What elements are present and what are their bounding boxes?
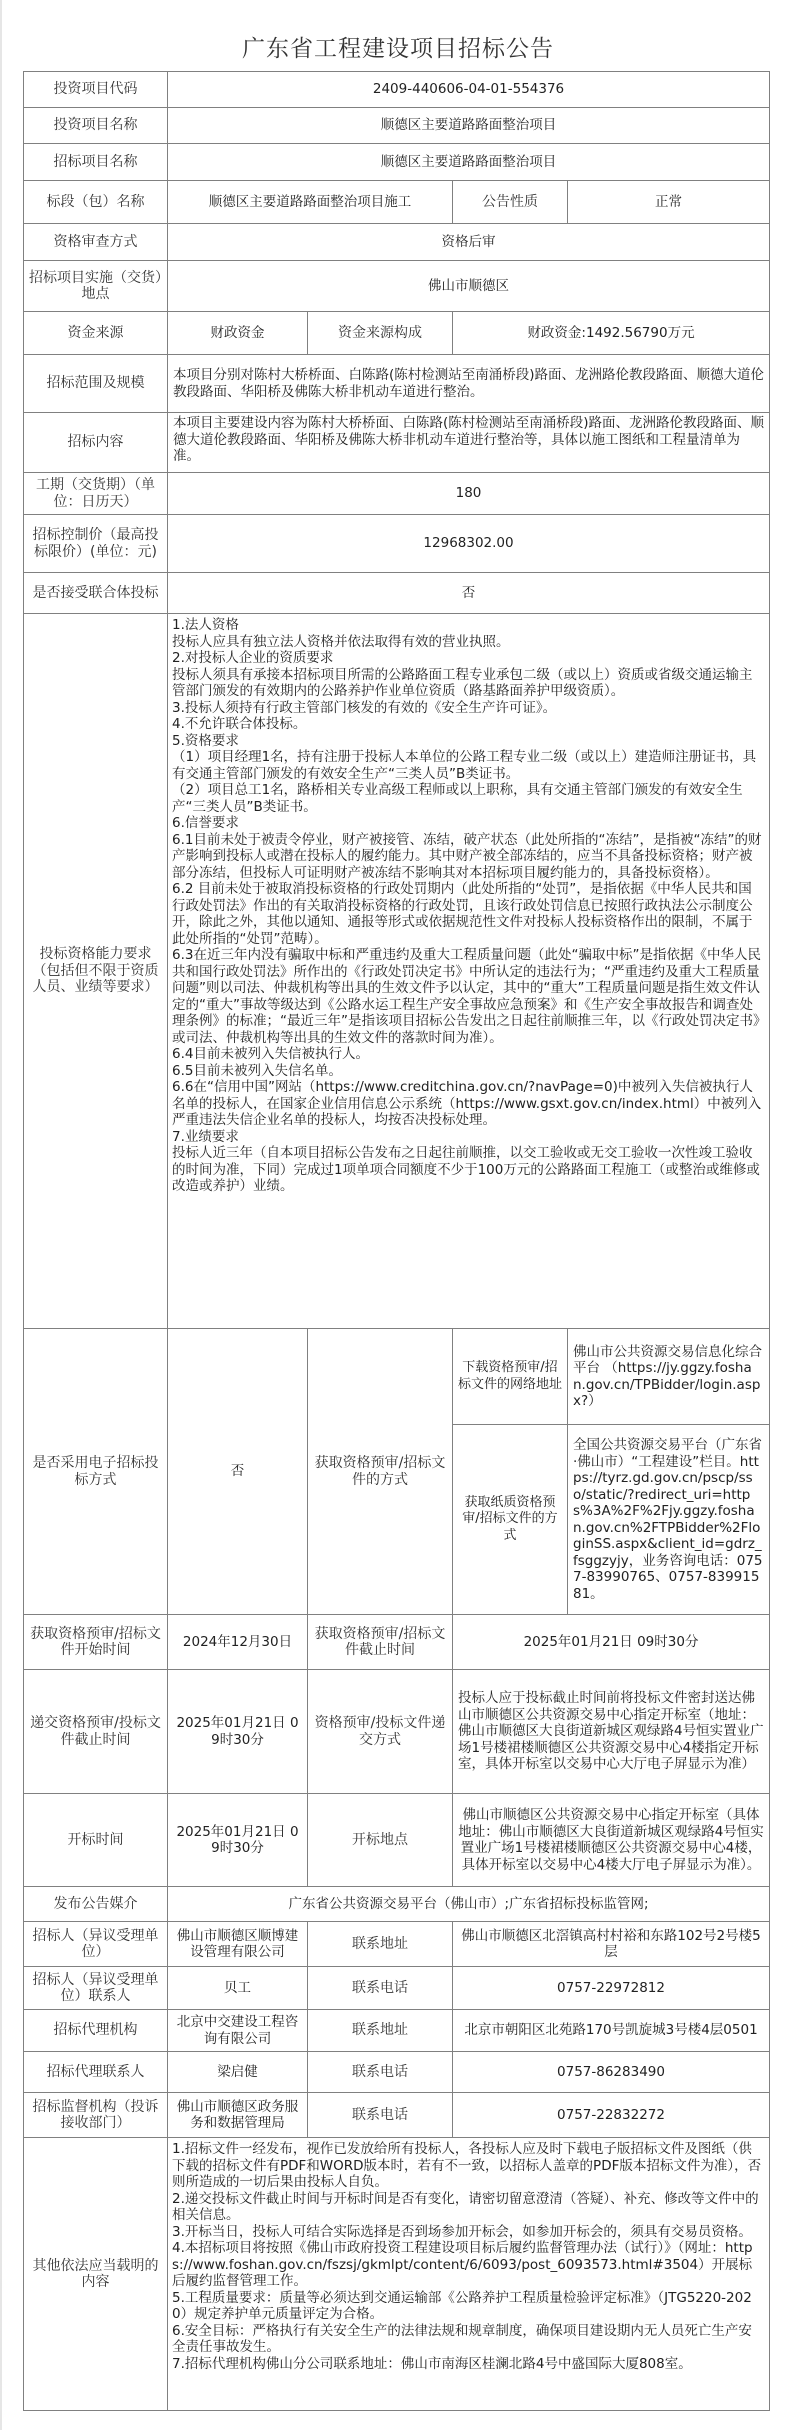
value: 佛山市顺德区顺博建设管理有限公司	[168, 1922, 308, 1967]
sub-label: 获取纸质资格预审/招标文件的方式	[453, 1425, 568, 1615]
label: 招标人（异议受理单位）	[24, 1922, 168, 1967]
paper-method-value[interactable]: 全国公共资源交易平台（广东省·佛山市）“工程建设”栏目。https://tyrz.gd.gov.cn/pscp/sso/static/?redirect_uri=https%3A%2F%2Fjy.ggzy.foshan.gov.cn%2FTPBidder%2FloginSS.aspx&client_id=gdrz_fsggzyjy，业务咨询电话：0757-83990765、0757-83991581。	[568, 1425, 770, 1615]
value: 2025年01月21日 09时30分	[453, 1615, 770, 1670]
label: 资格预审/投标文件递交方式	[308, 1670, 453, 1794]
label: 招标代理联系人	[24, 2052, 168, 2093]
row-project-code	[24, 72, 770, 108]
row-electronic	[24, 1329, 770, 1425]
value: 财政资金:1492.56790万元	[453, 312, 770, 355]
value: 本项目主要建设内容为陈村大桥桥面、白陈路(陈村检测站至南涌桥段)路面、龙洲路伦教段路面、顺德大道伦教段路面、华阳桥及佛陈大桥非机动车道进行整治等，具体以施工图纸和工程量清单为准。	[168, 413, 770, 473]
label: 招标项目实施（交货）地点	[24, 261, 168, 312]
value: 北京中交建设工程咨询有限公司	[168, 2010, 308, 2052]
row-content	[24, 413, 770, 473]
value: 顺德区主要道路路面整治项目施工	[168, 181, 453, 224]
label: 联系电话	[308, 1967, 453, 2010]
value: 北京市朝阳区北苑路170号凯旋城3号楼4层0501	[453, 2010, 770, 2052]
row-project-name	[24, 108, 770, 144]
value: 180	[168, 473, 770, 515]
row-qualification-review	[24, 224, 770, 261]
label: 招标人（异议受理单位）联系人	[24, 1967, 168, 2010]
value: 佛山市顺德区公共资源交易中心指定开标室（具体地址：佛山市顺德区大良街道新城区观绿路4号恒实置业广场1号楼裙楼顺德区公共资源交易中心4楼，具体开标室以交易中心4楼大厅电子屏显示为准）。	[453, 1794, 770, 1887]
label: 开标地点	[308, 1794, 453, 1887]
label: 投资项目代码	[24, 72, 168, 108]
value: 梁启健	[168, 2052, 308, 2093]
value: 1.招标文件一经发布，视作已发放给所有投标人，各投标人应及时下载电子版招标文件及图纸（供下载的招标文件有PDF和WORD版本时，若有不一致，以招标人盖章的PDF版本招标文件为准），否则所造成的一切后果由投标人自负。 2.递交投标文件截止时间与开标时间是否有变化，请密切留意澄清（答疑）、补充、修改等文件中的相关信息。 3.开标当日，投标人可结合实际选择是否到场参加开标会，如参加开标会的，须具有交易员资格。 4.本招标项目将按照《佛山市政府投资工程建设项目标后履约监督管理办法（试行）》（网址：https://www.foshan.gov.cn/fszsj/gkmlpt/content/6/6093/post_6093573.html#3504）开展标后履约监督管理工作。 5.工程质量要求：质量等必须达到交通运输部《公路养护工程质量检验评定标准》（JTG5220-2020）规定养护单元质量评定为合格。 6.安全目标：严格执行有关安全生产的法律法规和规章制度，确保项目建设期内无人员死亡生产安全责任事故发生。 7.招标代理机构佛山分公司联系地址：佛山市南海区桂澜北路4号中盛国际大厦808室。	[168, 2138, 770, 2411]
label: 是否接受联合体投标	[24, 573, 168, 614]
row-consortium	[24, 573, 770, 614]
value: 2025年01月21日 09时30分	[168, 1794, 308, 1887]
label: 开标时间	[24, 1794, 168, 1887]
label: 递交资格预审/投标文件截止时间	[24, 1670, 168, 1794]
row-duration	[24, 473, 770, 515]
value: 投标人应于投标截止时间前将投标文件密封送达佛山市顺德区公共资源交易中心指定开标室（地址：佛山市顺德区大良街道新城区观绿路4号恒实置业广场1号楼裙楼顺德区公共资源交易中心4楼指定开标室，具体开标室以交易中心大厅电子屏显示为准）	[453, 1670, 770, 1794]
value: 佛山市顺德区政务服务和数据管理局	[168, 2093, 308, 2138]
row-tender-project-name	[24, 144, 770, 181]
label: 资金来源	[24, 312, 168, 355]
row-other	[24, 2138, 770, 2411]
label: 获取资格预审/招标文件开始时间	[24, 1615, 168, 1670]
label: 联系电话	[308, 2052, 453, 2093]
value: 否	[168, 573, 770, 614]
page-title: 广东省工程建设项目招标公告	[242, 36, 554, 62]
row-tenderer-contact	[24, 1967, 770, 2010]
label: 获取资格预审/招标文件截止时间	[308, 1615, 453, 1670]
value: 佛山市顺德区北滘镇高村村裕和东路102号2号楼5层	[453, 1922, 770, 1967]
value: 正常	[568, 181, 770, 224]
value: 否	[168, 1329, 308, 1615]
tender-announcement-table	[23, 71, 770, 2411]
row-control-price	[24, 515, 770, 573]
label: 获取资格预审/招标文件的方式	[308, 1329, 453, 1615]
value: 1.法人资格 投标人应具有独立法人资格并依法取得有效的营业执照。 2.对投标人企业的资质要求 投标人须具有承接本招标项目所需的公路路面工程专业承包二级（或以上）资质或省级交通运输主管部门颁发的有效期内的公路养护作业单位资质（路基路面养护甲级资质）。 3.投标人须持有行政主管部门核发的有效的《安全生产许可证》。 4.不允许联合体投标。 5.资格要求 （1）项目经理1名，持有注册于投标人本单位的公路工程专业二级（或以上）建造师注册证书，具有交通主管部门颁发的有效安全生产“三类人员”B类证书。 （2）项目总工1名，路桥相关专业高级工程师或以上职称，具有交通主管部门颁发的有效安全生产“三类人员”B类证书。 6.信誉要求 6.1目前未处于被责令停业，财产被接管、冻结，破产状态（此处所指的“冻结”，是指被“冻结”的财产影响到投标人或潜在投标人的履约能力。其中财产被全部冻结的，应当不具备投标资格；财产被部分冻结，但投标人可证明财产被冻结不影响其对本招标项目履约能力的，具备投标资格）。 6.2 目前未处于被取消投标资格的行政处罚期内（此处所指的“处罚”，是指依据《中华人民共和国行政处罚法》作出的有关取消投标资格的行政处罚，且该行政处罚信息已按照行政执法公示制度公开，除此之外，其他以通知、通报等形式或依据规范性文件对投标人投标资格作出的限制，不属于此处所指的“处罚”范畴）。 6.3在近三年内没有骗取中标和严重违约及重大工程质量问题（此处“骗取中标”是指依据《中华人民共和国行政处罚法》所作出的《行政处罚决定书》中所认定的违法行为；“严重违约及重大工程质量问题”则以司法、仲裁机构等出具的生效文件予以认定，其中的“重大”工程质量问题是指生效文件认定的“重大”事故等级达到《公路水运工程生产安全事故应急预案》和《生产安全事故报告和调查处理条例》的标准；“最近三年”是指该项目招标公告发出之日起往前顺推三年，以《行政处罚决定书》或司法、仲裁机构等出具的生效文件的落款时间为准）。 6.4目前未被列入失信被执行人。 6.5目前未被列入失信名单。 6.6在“信用中国”网站（https://www.creditchina.gov.cn/?navPage=0)中被列入失信被执行人名单的投标人，在国家企业信用信息公示系统（https://www.gsxt.gov.cn/index.html）中被列入严重违法失信企业名单的投标人，均按否决投标处理。 7.业绩要求 投标人近三年（自本项目招标公告发布之日起往前顺推，以交工验收或无交工验收一次性竣工验收的时间为准，下同）完成过1项单项合同额度不少于100万元的公路路面工程施工（或整治或维修或改造或养护）业绩。	[168, 614, 770, 1329]
label: 其他依法应当载明的内容	[24, 2138, 168, 2411]
label: 联系地址	[308, 1922, 453, 1967]
label: 联系电话	[308, 2093, 453, 2138]
label: 招标控制价（最高投标限价）(单位：元)	[24, 515, 168, 573]
label: 标段（包）名称	[24, 181, 168, 224]
label: 招标范围及规模	[24, 355, 168, 413]
label: 是否采用电子招标投标方式	[24, 1329, 168, 1615]
row-obtain-time	[24, 1615, 770, 1670]
download-link[interactable]: 佛山市公共资源交易信息化综合平台 （https://jy.ggzy.foshan.gov.cn/TPBidder/login.aspx?）	[568, 1329, 770, 1425]
label: 投标资格能力要求（包括但不限于资质人员、业绩等要求）	[24, 614, 168, 1329]
row-submit	[24, 1670, 770, 1794]
label: 招标监督机构（投诉接收部门）	[24, 2093, 168, 2138]
value: 2024年12月30日	[168, 1615, 308, 1670]
label: 资格审查方式	[24, 224, 168, 261]
label: 联系地址	[308, 2010, 453, 2052]
value: 2409-440606-04-01-554376	[168, 72, 770, 108]
label: 招标代理机构	[24, 2010, 168, 2052]
value: 佛山市顺德区	[168, 261, 770, 312]
value: 2025年01月21日 09时30分	[168, 1670, 308, 1794]
value: 顺德区主要道路路面整治项目	[168, 144, 770, 181]
row-opening	[24, 1794, 770, 1887]
value: 广东省公共资源交易平台（佛山市）;广东省招标投标监管网;	[168, 1887, 770, 1922]
value: 资格后审	[168, 224, 770, 261]
label: 投资项目名称	[24, 108, 168, 144]
value: 贝工	[168, 1967, 308, 2010]
row-funding	[24, 312, 770, 355]
value: 0757-22972812	[453, 1967, 770, 2010]
row-qualification	[24, 614, 770, 1329]
row-supervisor	[24, 2093, 770, 2138]
row-location	[24, 261, 770, 312]
label: 招标内容	[24, 413, 168, 473]
row-tenderer	[24, 1922, 770, 1967]
value: 0757-22832272	[453, 2093, 770, 2138]
label: 招标项目名称	[24, 144, 168, 181]
value: 12968302.00	[168, 515, 770, 573]
row-agency	[24, 2010, 770, 2052]
label: 公告性质	[453, 181, 568, 224]
row-agency-contact	[24, 2052, 770, 2093]
row-scope	[24, 355, 770, 413]
sub-label: 下载资格预审/招标文件的网络地址	[453, 1329, 568, 1425]
value: 0757-86283490	[453, 2052, 770, 2093]
value: 本项目分别对陈村大桥桥面、白陈路(陈村检测站至南涌桥段)路面、龙洲路伦教段路面、顺德大道伦教段路面、华阳桥及佛陈大桥非机动车道进行整治。	[168, 355, 770, 413]
value: 顺德区主要道路路面整治项目	[168, 108, 770, 144]
label: 工期（交货期）（单位：日历天）	[24, 473, 168, 515]
label: 资金来源构成	[308, 312, 453, 355]
value: 财政资金	[168, 312, 308, 355]
row-media	[24, 1887, 770, 1922]
row-section	[24, 181, 770, 224]
label: 发布公告媒介	[24, 1887, 168, 1922]
